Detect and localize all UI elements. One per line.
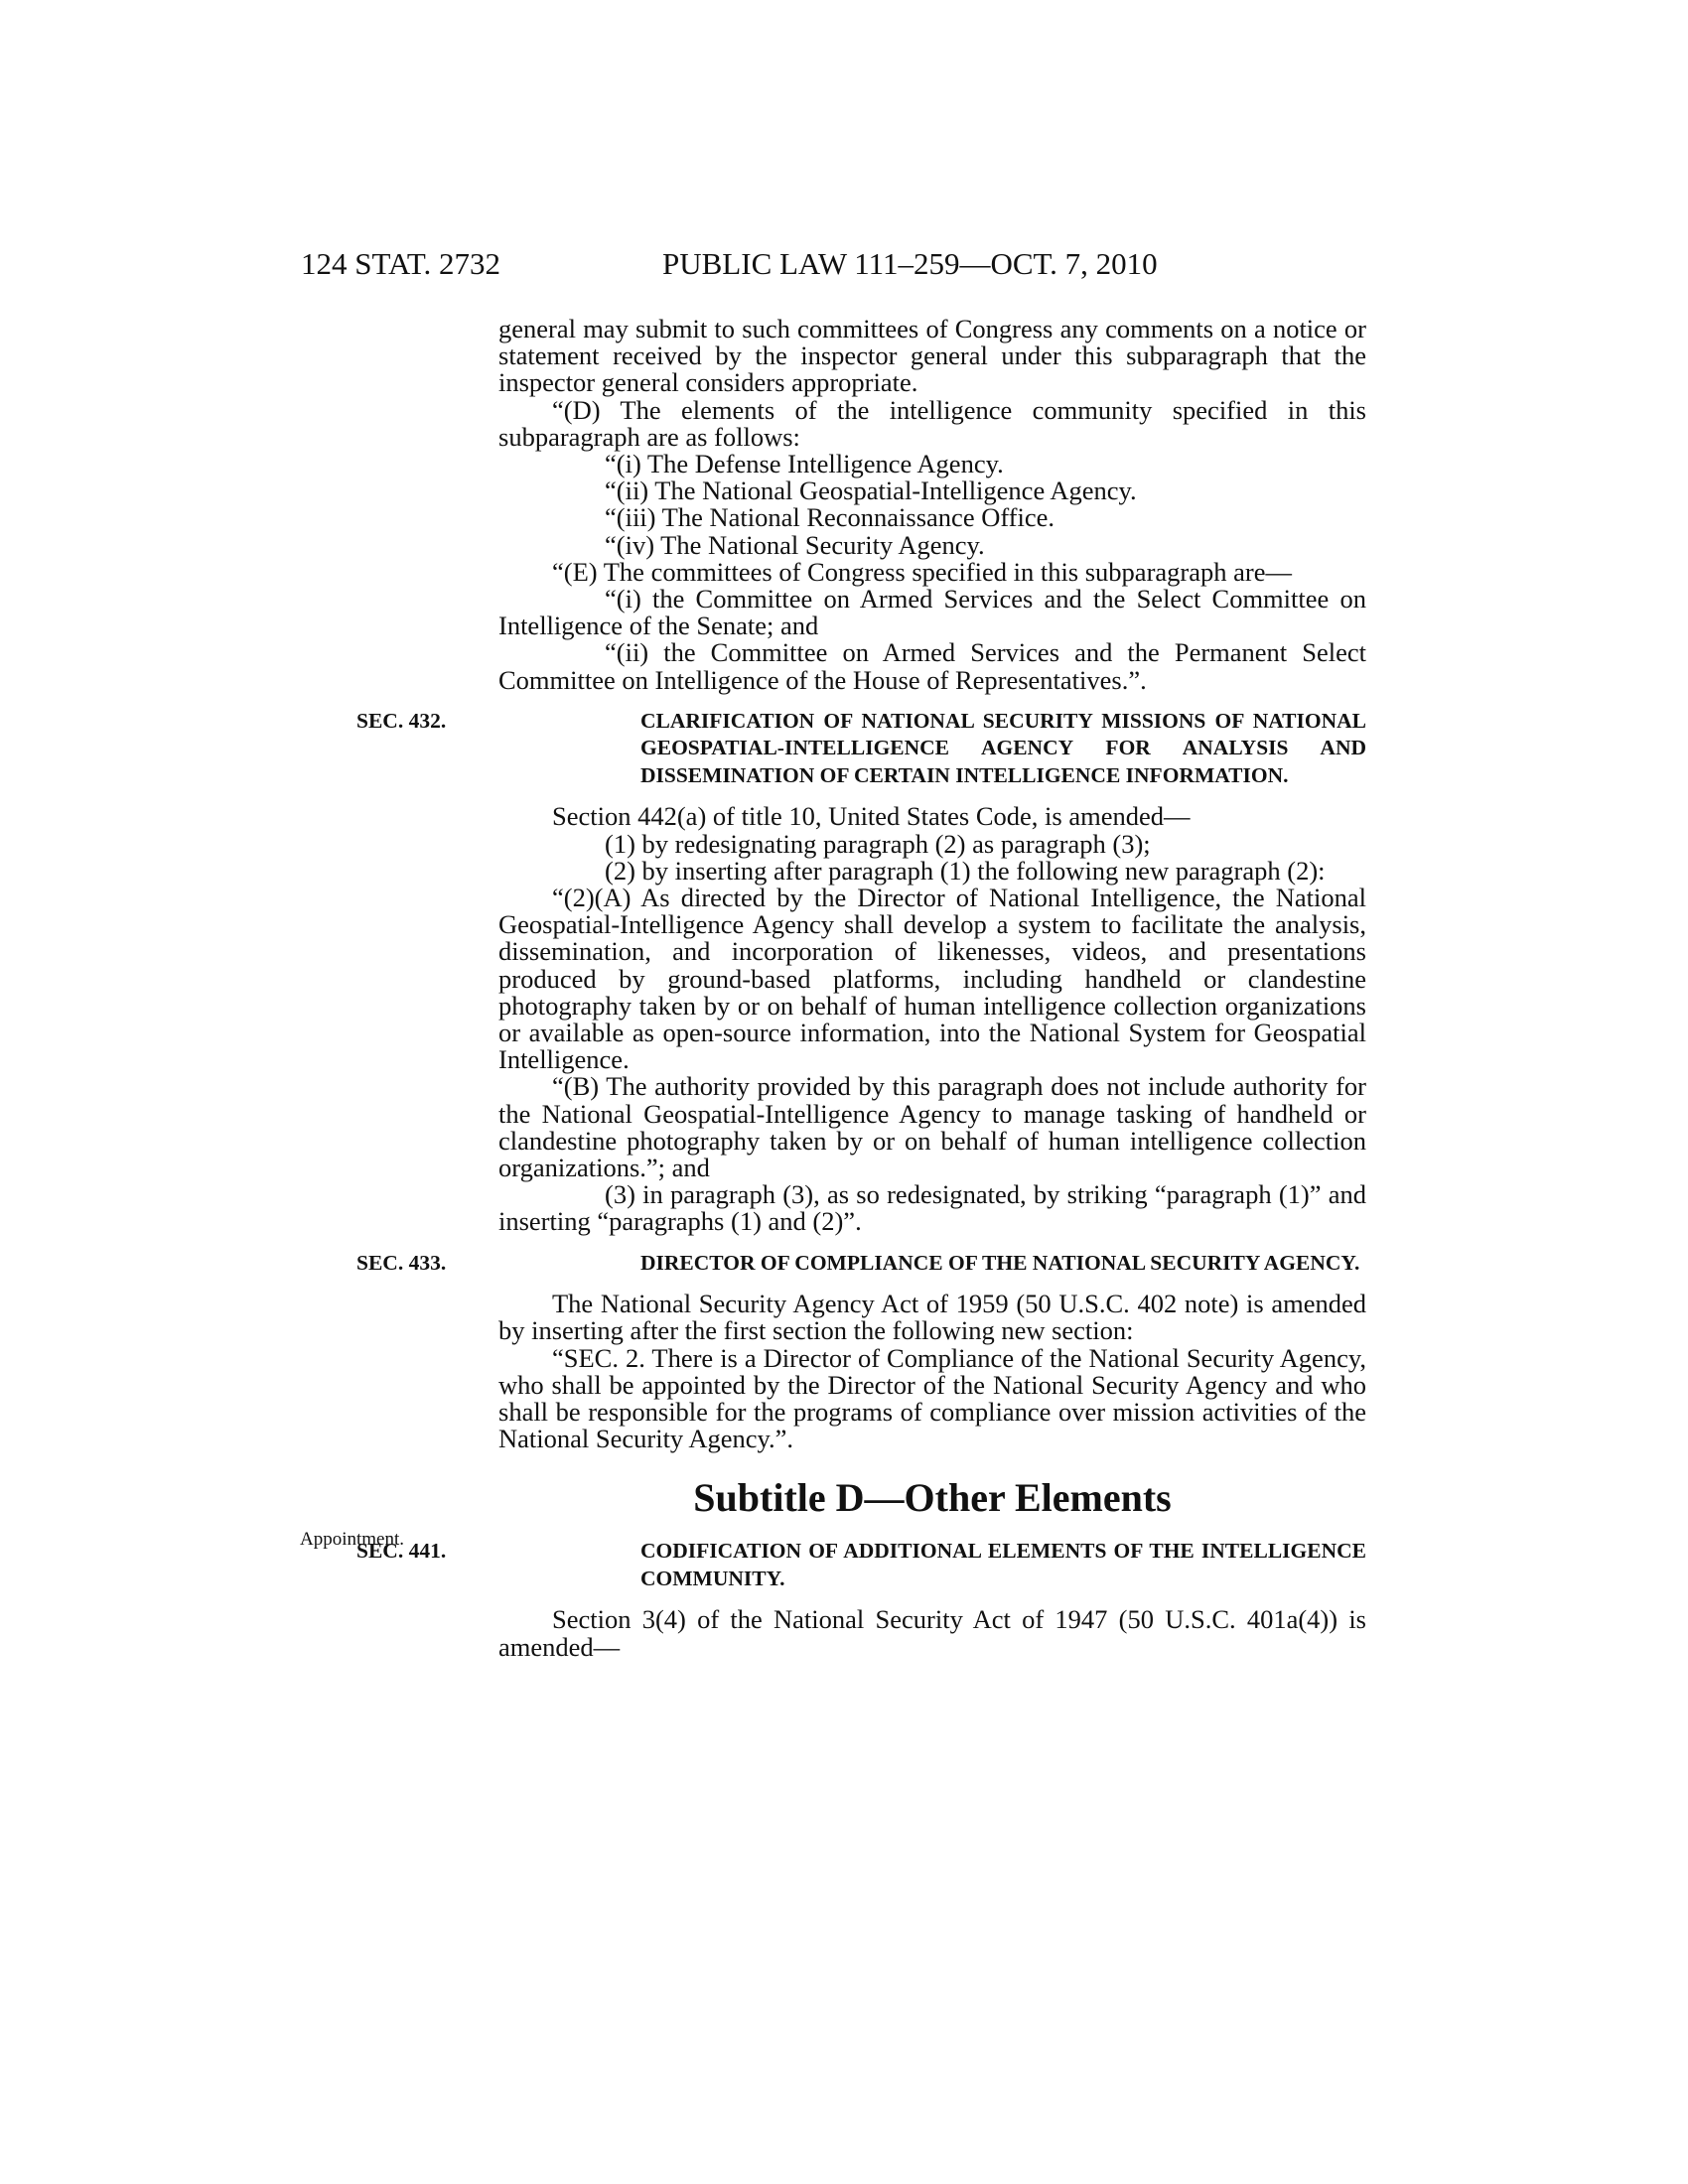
stat-citation: 124 STAT. 2732 [301,246,501,281]
paragraph: “(D) The elements of the intelligence community specified in this subparagraph are as follows: [498,394,1366,452]
margin-note: Appointment. [300,1529,405,1550]
paragraph: “SEC. 2. There is a Director of Compliance of the National Security Agency, who shall be appointed by the Director of the National Security Agency and who shall be responsible for the programs of compliance over mission activities of the National Security Agency.”. [498,1342,1366,1454]
list-item: “(ii) The National Geospatial-Intelligence Agency. [605,476,1137,506]
document-body [356,314,1366,1662]
public-law-title: PUBLIC LAW 111–259—OCT. 7, 2010 [662,246,1158,281]
list-item: (1) by redesignating paragraph (2) as paragraph (3); [605,828,1151,859]
section-heading-432 [356,708,1366,790]
list-item: (2) by inserting after paragraph (1) the following new paragraph (2): [605,855,1326,886]
section-number: SEC. 441. [356,1539,447,1564]
page-header [0,246,1688,286]
paragraph: “(B) The authority provided by this paragraph does not include authority for the National Geospatial-Intelligence Agency to manage tasking of handheld or clandestine photography taken by or on behalf of human intelligence collection organizations.”; and [498,1071,1366,1182]
paragraph: Section 442(a) of title 10, United States Code, is amended— [552,801,1191,832]
subtitle-heading: Subtitle D—Other Elements [693,1475,1172,1521]
list-item: “(iii) The National Reconnaissance Office. [605,502,1055,533]
paragraph: “(E) The committees of Congress specified in this subparagraph are— [552,556,1292,587]
list-item: “(i) the Committee on Armed Services and the Select Committee on Intelligence of the Senate; and [498,584,1366,641]
paragraph: general may submit to such committees of Congress any comments on a notice or statement received by the inspector general under this subparagraph that the inspector general considers appropriate. [498,314,1366,398]
list-item: “(iv) The National Security Agency. [605,529,985,560]
paragraph: “(2)(A) As directed by the Director of National Intelligence, the National Geospatial-Intelligence Agency shall develop a system to facilitate the analysis, dissemination, and incorporation of likenesses, videos, and presentations produced by ground-based platforms, including handheld or clandestine photography taken by or on behalf of human intelligence collection organizations or available as open-source information, into the National System for Geospatial Intelligence. [498,882,1366,1075]
section-title: DIRECTOR OF COMPLIANCE OF THE NATIONAL SECURITY AGENCY. [640,1250,1360,1275]
section-number: SEC. 432. [356,708,447,733]
section-heading-441 [356,1538,1366,1592]
list-item: (3) in paragraph (3), as so redesignated, by striking “paragraph (1)” and inserting “paragraphs (1) and (2)”. [498,1179,1366,1237]
paragraph: Section 3(4) of the National Security Act of 1947 (50 U.S.C. 401a(4)) is amended— [498,1604,1366,1662]
paragraph: The National Security Agency Act of 1959 (50 U.S.C. 402 note) is amended by inserting after the first section the following new section: [498,1289,1366,1346]
list-item: “(i) The Defense Intelligence Agency. [605,449,1004,479]
section-title: CLARIFICATION OF NATIONAL SECURITY MISSIONS OF NATIONAL GEOSPATIAL-INTELLIGENCE AGENCY FOR ANALYSIS AND DISSEMINATION OF CERTAIN INTELLIGENCE INFORMATION. [640,708,1366,787]
section-title: CODIFICATION OF ADDITIONAL ELEMENTS OF THE INTELLIGENCE COMMUNITY. [640,1539,1366,1590]
section-number: SEC. 433. [356,1250,447,1275]
list-item: “(ii) the Committee on Armed Services and the Permanent Select Committee on Intelligence of the House of Representatives.”. [498,637,1366,695]
section-heading-433 [356,1250,1366,1278]
